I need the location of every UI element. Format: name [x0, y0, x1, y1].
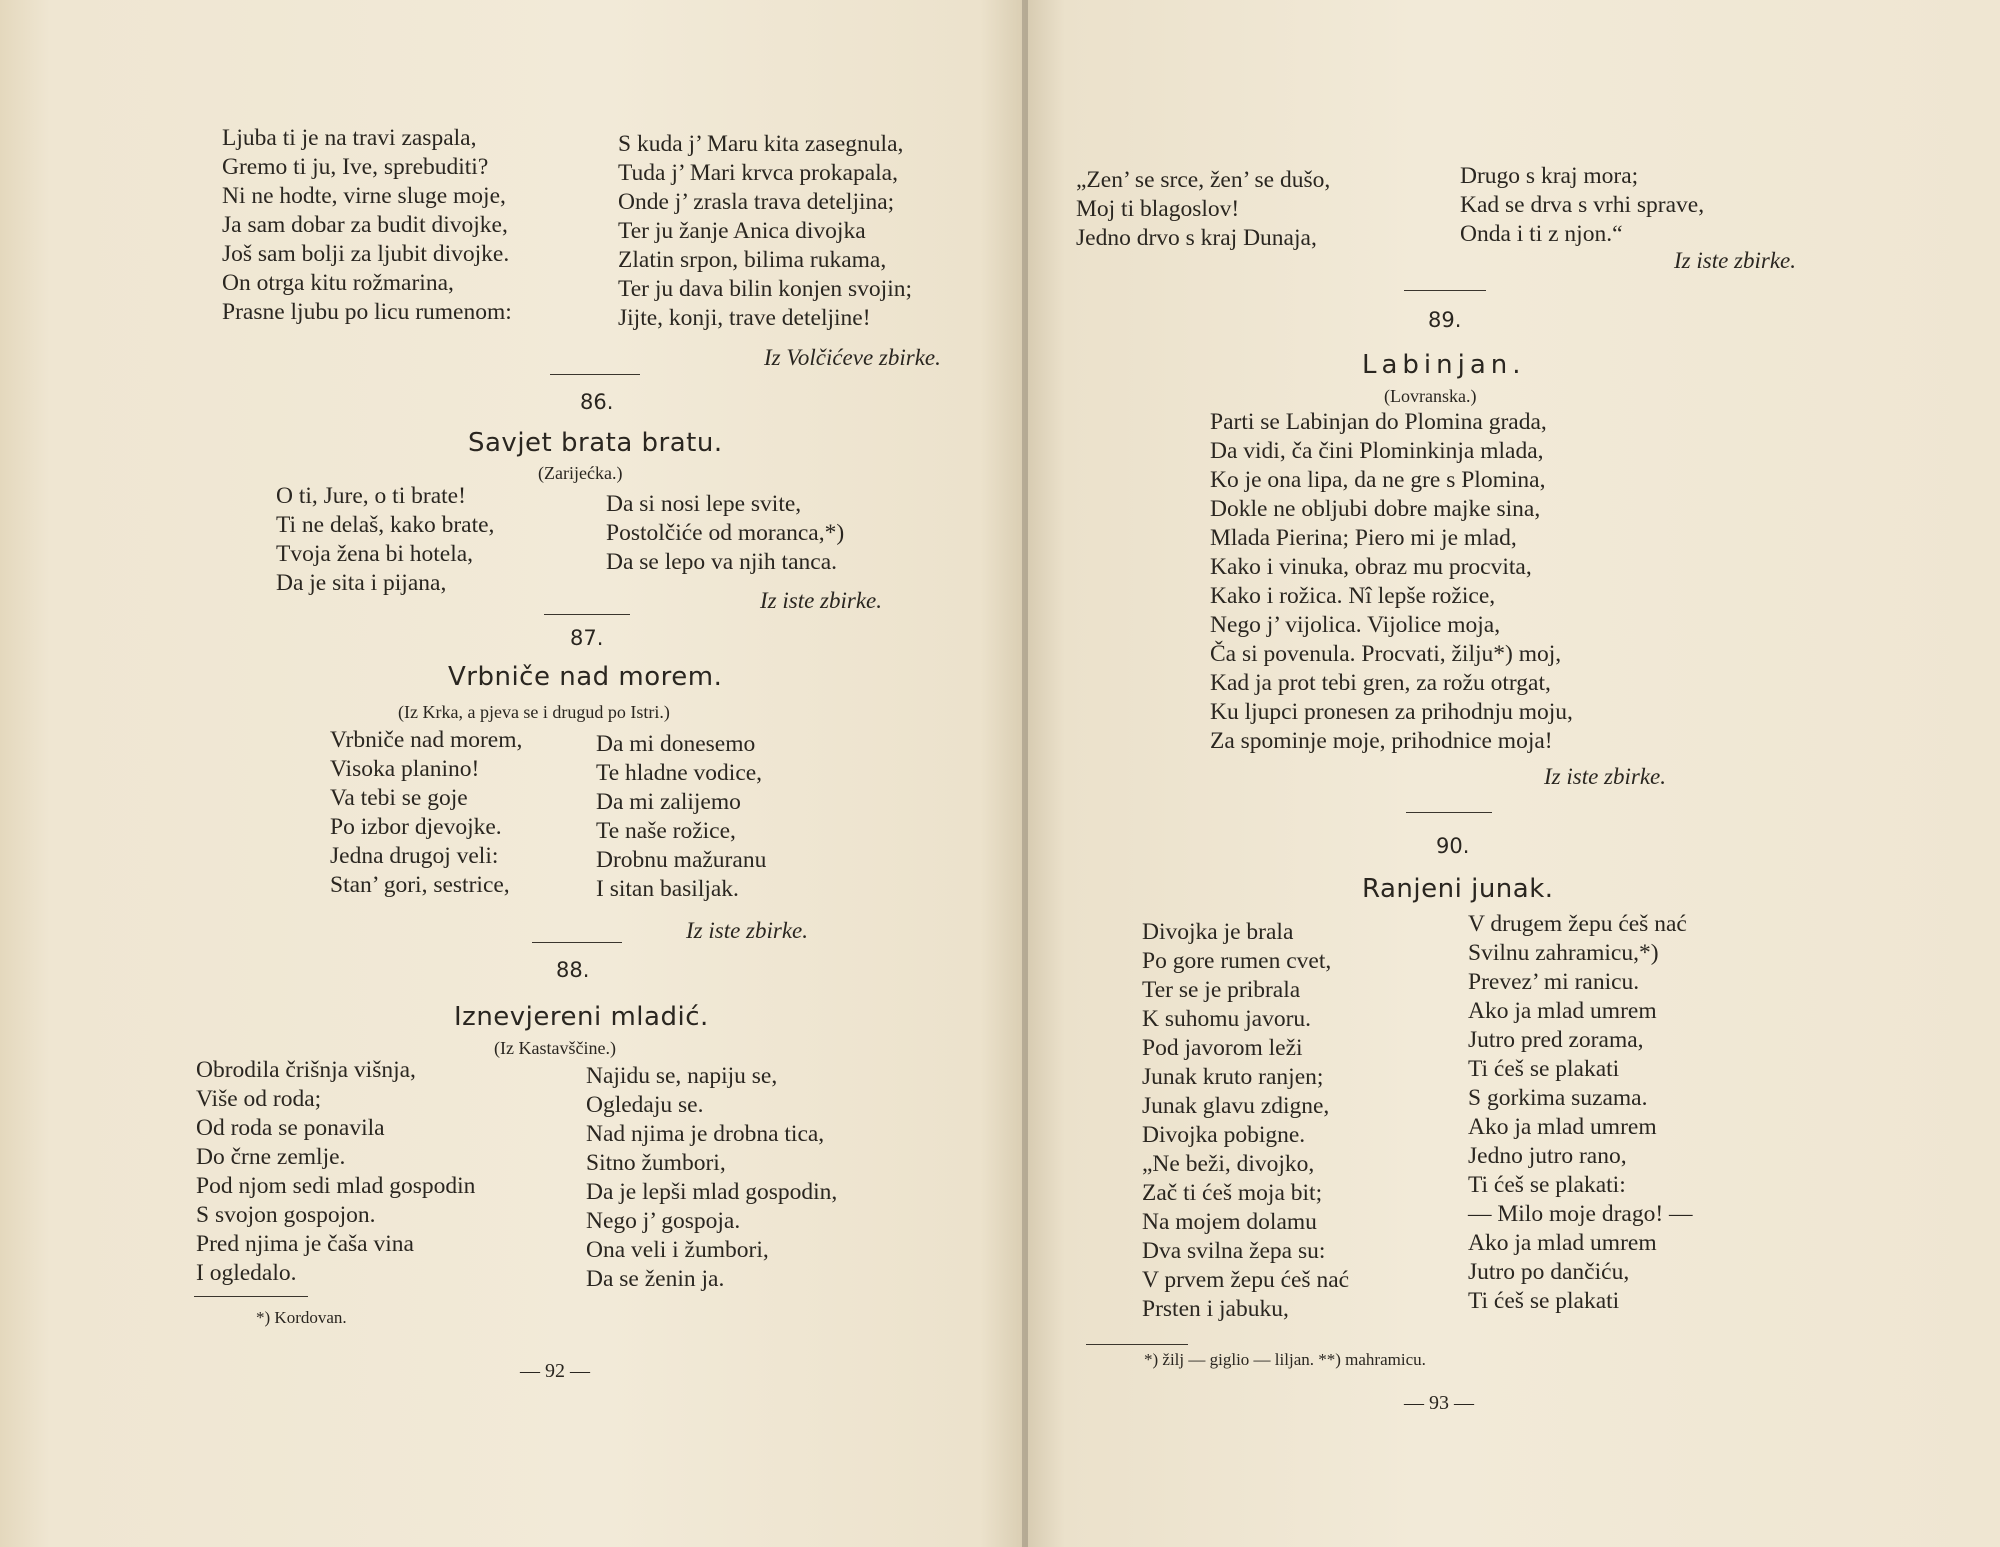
- left-top-column-2: S kuda j’ Maru kita zasegnula, Tuda j’ Mari krvca prokapala, Onde j’ zrasla trava deteljina; Ter ju žanje Anica divojka Zlatin srpon, bilima rukama, Ter ju dava bilin konjen svojin; Jijte, konji, trave deteljine!: [618, 131, 913, 331]
- poem-number: 87.: [570, 626, 604, 650]
- page-number: — 93 —: [1404, 1392, 1474, 1414]
- poem-title: Ranjeni junak.: [1362, 874, 1554, 904]
- source-citation: Iz iste zbirke.: [686, 918, 809, 943]
- poem-90-column-2: V drugem žepu ćeš nać Svilnu zahramicu,*) Prevez’ mi ranicu. Ako ja mlad umrem Jutro pred zorama, Ti ćeš se plakati S gorkima suzama. Ako ja mlad umrem Jedno jutro rano, Ti ćeš se plakati: — Milo moje drago! — Ako ja mlad umrem Jutro po dančiću, Ti ćeš se plakati: [1468, 911, 1693, 1314]
- source-citation: Iz iste zbirke.: [760, 588, 883, 613]
- footnote-rule: [1086, 1344, 1188, 1345]
- poem-title: Labinjan.: [1362, 350, 1526, 380]
- section-rule: [1406, 812, 1492, 813]
- source-citation: Iz iste zbirke.: [1674, 248, 1797, 273]
- poem-title: Vrbniče nad morem.: [448, 662, 723, 692]
- poem-89-text: Parti se Labinjan do Plomina grada, Da vidi, ča čini Plominkinja mlada, Ko je ona lipa, da ne gre s Plomina, Dokle ne obljubi dobre majke sina, Mlada Pierina; Piero mi je mlad, Kako i vinuka, obraz mu procvita, Kako i rožica. Nî lepše rožice, Nego j’ vijolica. Vijolice moja, Ča si povenula. Procvati, žilju*) moj, Kad ja prot tebi gren, za rožu otrgat, Ku ljupci pronesen za prihodnju moju, Za spominje moje, prihodnice moja!: [1210, 409, 1573, 754]
- footnote: *) Kordovan.: [256, 1308, 347, 1327]
- poem-86-column-2: Da si nosi lepe svite, Postolčiće od moranca,*) Da se lepo va njih tanca.: [606, 491, 845, 575]
- source-citation: Iz Volčićeve zbirke.: [764, 345, 941, 370]
- poem-number: 89.: [1428, 308, 1462, 332]
- poem-subtitle: (Iz Krka, a pjeva se i drugud po Istri.): [398, 702, 670, 722]
- poem-subtitle: (Zarijećka.): [538, 463, 623, 483]
- poem-title: Savjet brata bratu.: [468, 428, 723, 458]
- right-top-column-1: „Zen’ se srce, žen’ se dušo, Moj ti blagoslov! Jedno drvo s kraj Dunaja,: [1076, 167, 1331, 251]
- right-top-column-2: Drugo s kraj mora; Kad se drva s vrhi sprave, Onda i ti z njon.“: [1460, 163, 1705, 247]
- poem-87-column-1: Vrbniče nad morem, Visoka planino! Va tebi se goje Po izbor djevojke. Jedna drugoj veli: Stan’ gori, sestrice,: [330, 727, 523, 898]
- poem-subtitle: (Iz Kastavščine.): [494, 1038, 616, 1058]
- poem-title: Iznevjereni mladić.: [454, 1002, 709, 1032]
- section-rule: [544, 614, 630, 615]
- poem-number: 88.: [556, 958, 590, 982]
- poem-90-column-1: Divojka je brala Po gore rumen cvet, Ter se je pribrala K suhomu javoru. Pod javorom leži Junak kruto ranjen; Junak glavu zdigne, Divojka pobigne. „Ne beži, divojko, Zač ti ćeš moja bit; Na mojem dolamu Dva svilna žepa su: V prvem žepu ćeš nać Prsten i jabuku,: [1142, 919, 1350, 1322]
- poem-subtitle: (Lovranska.): [1384, 386, 1477, 406]
- poem-86-column-1: O ti, Jure, o ti brate! Ti ne delaš, kako brate, Tvoja žena bi hotela, Da je sita i pijana,: [276, 483, 495, 596]
- poem-88-column-1: Obrodila črišnja višnja, Više od roda; Od roda se ponavila Do črne zemlje. Pod njom sedi mlad gospodin S svojon gospojon. Pred njima je čaša vina I ogledalo.: [196, 1057, 476, 1286]
- poem-number: 86.: [580, 390, 614, 414]
- poem-87-column-2: Da mi donesemo Te hladne vodice, Da mi zalijemo Te naše rožice, Drobnu mažuranu I sitan basiljak.: [596, 731, 767, 902]
- poem-number: 90.: [1436, 834, 1470, 858]
- footnote: *) žilj — giglio — liljan. **) mahramicu.: [1144, 1350, 1426, 1369]
- section-rule: [550, 374, 640, 375]
- poem-88-column-2: Najidu se, napiju se, Ogledaju se. Nad njima je drobna tica, Sitno žumbori, Da je lepši mlad gospodin, Nego j’ gospoja. Ona veli i žumbori, Da se ženin ja.: [586, 1063, 838, 1292]
- book-spine: [1022, 0, 1028, 1547]
- section-rule: [1404, 290, 1486, 291]
- page-number: — 92 —: [520, 1360, 590, 1382]
- section-rule: [532, 942, 622, 943]
- left-top-column-1: Ljuba ti je na travi zaspala, Gremo ti ju, Ive, sprebuditi? Ni ne hodte, virne sluge moje, Ja sam dobar za budit divojke, Još sam bolji za ljubit divojke. On otrga kitu rožmarina, Prasne ljubu po licu rumenom:: [222, 125, 512, 325]
- source-citation: Iz iste zbirke.: [1544, 764, 1667, 789]
- footnote-rule: [194, 1296, 308, 1297]
